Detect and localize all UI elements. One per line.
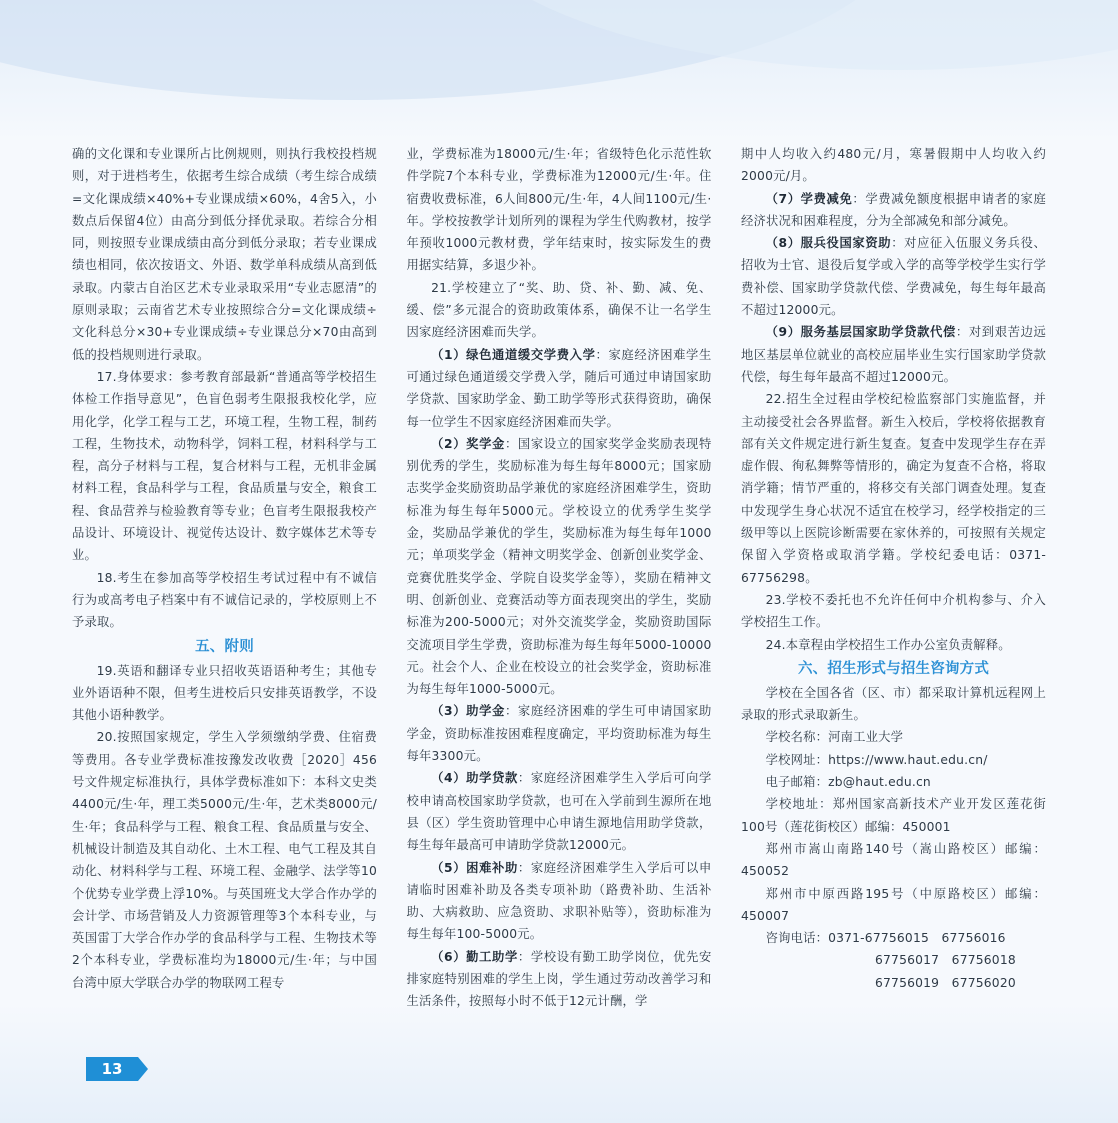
school-name: 学校名称：河南工业大学 xyxy=(765,730,904,745)
paragraph-label: （7）学费减免 xyxy=(765,191,853,206)
paragraph-label: （8）服兵役国家资助 xyxy=(765,236,892,251)
column-right xyxy=(741,143,1046,1023)
school-email[interactable]: 电子邮箱：zb@haut.edu.cn xyxy=(765,775,931,790)
paragraph-label: （4）助学贷款 xyxy=(431,771,518,786)
paragraph-label: （9）服务基层国家助学贷款代偿 xyxy=(765,325,956,340)
paragraph: 23.学校不委托也不允许任何中介机构参与、介入学校招生工作。 xyxy=(741,592,1046,630)
paragraph: （9）服务基层国家助学贷款代偿：对到艰苦边远地区基层单位就业的高校应届毕业生实行国家助学贷款代偿，每生每年最高不超过12000元。 xyxy=(741,325,1046,384)
paragraph: 17.身体要求：参考教育部最新“普通高等学校招生体检工作指导意见”，色盲色弱考生限报我校化学，应用化学，化学工程与工艺，环境工程，生物工程，制药工程，生物技术，动物科学，饲料工程，材料科学与工程，高分子材料与工程，复合材料与工程，无机非金属材料工程，食品科学与工程，食品质量与安全，粮食工程、食品营养与检验教育等专业；色盲考生限报我校产品设计、环境设计、视觉传达设计、数字媒体艺术等专业。 xyxy=(72,369,377,563)
paragraph: 22.招生全过程由学校纪检监察部门实施监督，并主动接受社会各界监督。新生入校后，学校将依据教育部有关文件规定进行新生复查。复查中发现学生存在弄虚作假、徇私舞弊等情形的，确定为复查不合格，将取消学籍；情节严重的，将移交有关部门调查处理。复查中发现学生身心状况不适宜在校学习，经学校指定的三级甲等以上医院诊断需要在家休养的，可按照有关规定保留入学资格或取消学籍。学校纪委电话：0371-67756298。 xyxy=(741,392,1046,585)
school-address-songshan: 郑州市嵩山南路140号（嵩山路校区）邮编：450052 xyxy=(741,841,1046,879)
paragraph-label: （6）勤工助学 xyxy=(431,949,518,964)
school-address-zhongyuan: 郑州市中原西路195号（中原路校区）邮编：450007 xyxy=(741,886,1046,923)
paragraph: （7）学费减免：学费减免额度根据申请者的家庭经济状况和困难程度，分为全部减免和部分减免。 xyxy=(741,191,1046,228)
paragraph: 24.本章程由学校招生工作办公室负责解释。 xyxy=(765,637,1011,652)
contact-info xyxy=(741,682,1046,994)
section-title-appendix: 五、附则 xyxy=(195,638,254,655)
paragraph: （6）勤工助学：学校设有勤工助学岗位，优先安排家庭特别困难的学生上岗，学生通过劳动改善学习和生活条件，按照每小时不低于12元计酬，学 xyxy=(406,949,712,1009)
paragraph-label: （5）困难补助 xyxy=(431,860,518,875)
column-left xyxy=(72,143,377,1023)
consult-phone: 咨询电话：0371-67756015 67756016 xyxy=(765,931,1006,946)
paragraph: （4）助学贷款：家庭经济困难学生入学后可向学校申请高校国家助学贷款，也可在入学前到生源所在地县（区）学生资助管理中心申请生源地信用助学贷款，每生每年最高可申请助学贷款12000元。 xyxy=(406,771,712,853)
school-address-lianhua: 学校地址：郑州国家高新技术产业开发区莲花街100号（莲花街校区）邮编：450001 xyxy=(741,797,1046,834)
paragraph: 期中人均收入约480元/月，寒暑假期中人均收入约2000元/月。 xyxy=(741,147,1046,184)
column-middle xyxy=(407,143,712,1023)
consult-phone: 67756017 67756018 xyxy=(875,953,1016,968)
paragraph: （2）奖学金：国家设立的国家奖学金奖励表现特别优秀的学生，奖励标准为每生每年8000元；国家励志奖学金奖励资助品学兼优的家庭经济困难学生，资助标准为每生每年5000元。学校设立的优秀学生奖学金，奖励品学兼优的学生，奖励标准为每生每年1000元；单项奖学金（精神文明奖学金、创新创业奖学金、竞赛优胜奖学金、学院自设奖学金等），奖励在精神文明、创新创业、竞赛活动等方面表现突出的学生，奖励标准为200-5000元；对外交流奖学金，奖励资助国际交流项目学生学费，资助标准为每生每年5000-10000元。社会个人、企业在校设立的社会奖学金，资助标准为每生每年1000-5000元。 xyxy=(406,436,712,697)
paragraph: （3）助学金：家庭经济困难的学生可申请国家助学金，资助标准按困难程度确定，平均资助标准为每生每年3300元。 xyxy=(406,704,712,764)
paragraph: 确的文化课和专业课所占比例规则，则执行我校投档规则，对于进档考生，依据考生综合成绩（考生综合成绩=文化课成绩×40%+专业课成绩×60%，4舍5入，小数点后保留4位）由高分到低分择优录取。若综合分相同，则按照专业课成绩由高分到低分录取；若专业课成绩也相同，依次按语文、外语、数学单科成绩从高到低录取。内蒙古自治区艺术专业录取采用“专业志愿清”的原则录取；云南省艺术专业按照综合分=文化课成绩÷文化科总分×30+专业课成绩÷专业课总分×70由高到低的投档规则进行录取。 xyxy=(72,147,377,362)
paragraph: 21.学校建立了“奖、助、贷、补、勤、减、免、缓、偿”多元混合的资助政策体系，确保不让一名学生因家庭经济困难而失学。 xyxy=(406,280,712,340)
paragraph: 学校在全国各省（区、市）都采取计算机远程网上录取的形式录取新生。 xyxy=(741,685,1046,723)
consult-phone: 67756019 67756020 xyxy=(875,975,1016,990)
paragraph: 业，学费标准为18000元/生·年；省级特色化示范性软件学院7个本科专业，学费标准为12000元/生·年。住宿费收费标准，6人间800元/生·年，4人间1100元/生·年。学校按教学计划所列的课程为学生代购教材，按学年预收1000元教材费，学年结束时，按实际发生的费用据实结算，多退少补。 xyxy=(406,147,712,273)
paragraph: （1）绿色通道缓交学费入学：家庭经济困难学生可通过绿色通道缓交学费入学，随后可通过申请国家助学贷款、国家助学金、勤工助学等形式获得资助，确保每一位学生不因家庭经济困难而失学。 xyxy=(406,347,712,429)
paragraph-label: （1）绿色通道缓交学费入学 xyxy=(431,347,596,362)
paragraph-label: （2）奖学金 xyxy=(431,436,505,451)
page-number-badge: 13 xyxy=(86,1057,138,1081)
paragraph: 20.按照国家规定，学生入学须缴纳学费、住宿费等费用。各专业学费标准按豫发改收费［2020］456号文件规定标准执行，具体学费标准如下：本科文史类4400元/生·年，理工类5000元/生·年，艺术类8000元/生·年；食品科学与工程、粮食工程、食品质量与安全、机械设计制造及其自动化、土木工程、电气工程及其自动化、材料科学与工程、环境工程、金融学、法学等10个优势专业学费上浮10%。与英国班戈大学合作办学的会计学、市场营销及人力资源管理等3个本科专业，与英国雷丁大学合作办学的食品科学与工程、生物技术等2个本科专业，学费标准均为18000元/生·年；与中国台湾中原大学联合办学的物联网工程专 xyxy=(72,730,377,990)
paragraph: 18.考生在参加高等学校招生考试过程中有不诚信行为或高考电子档案中有不诚信记录的，学校原则上不予录取。 xyxy=(72,570,377,630)
paragraph-label: （3）助学金 xyxy=(431,704,505,719)
paragraph: （8）服兵役国家资助：对应征入伍服义务兵役、招收为士官、退役后复学或入学的高等学校学生实行学费补偿、国家助学贷款代偿、学费减免，每生每年最高不超过12000元。 xyxy=(741,236,1047,318)
section-title-admission-contact: 六、招生形式与招生咨询方式 xyxy=(797,660,990,677)
paragraph: 19.英语和翻译专业只招收英语语种考生；其他专业外语语种不限，但考生进校后只安排英语教学，不设其他小语种教学。 xyxy=(72,663,377,723)
paragraph: （5）困难补助：家庭经济困难学生入学后可以申请临时困难补助及各类专项补助（路费补助、生活补助、大病救助、应急资助、求职补贴等），资助标准为每生每年100-5000元。 xyxy=(406,860,712,942)
article-body xyxy=(72,143,1046,1023)
school-website[interactable]: 学校网址：https://www.haut.edu.cn/ xyxy=(765,752,988,767)
